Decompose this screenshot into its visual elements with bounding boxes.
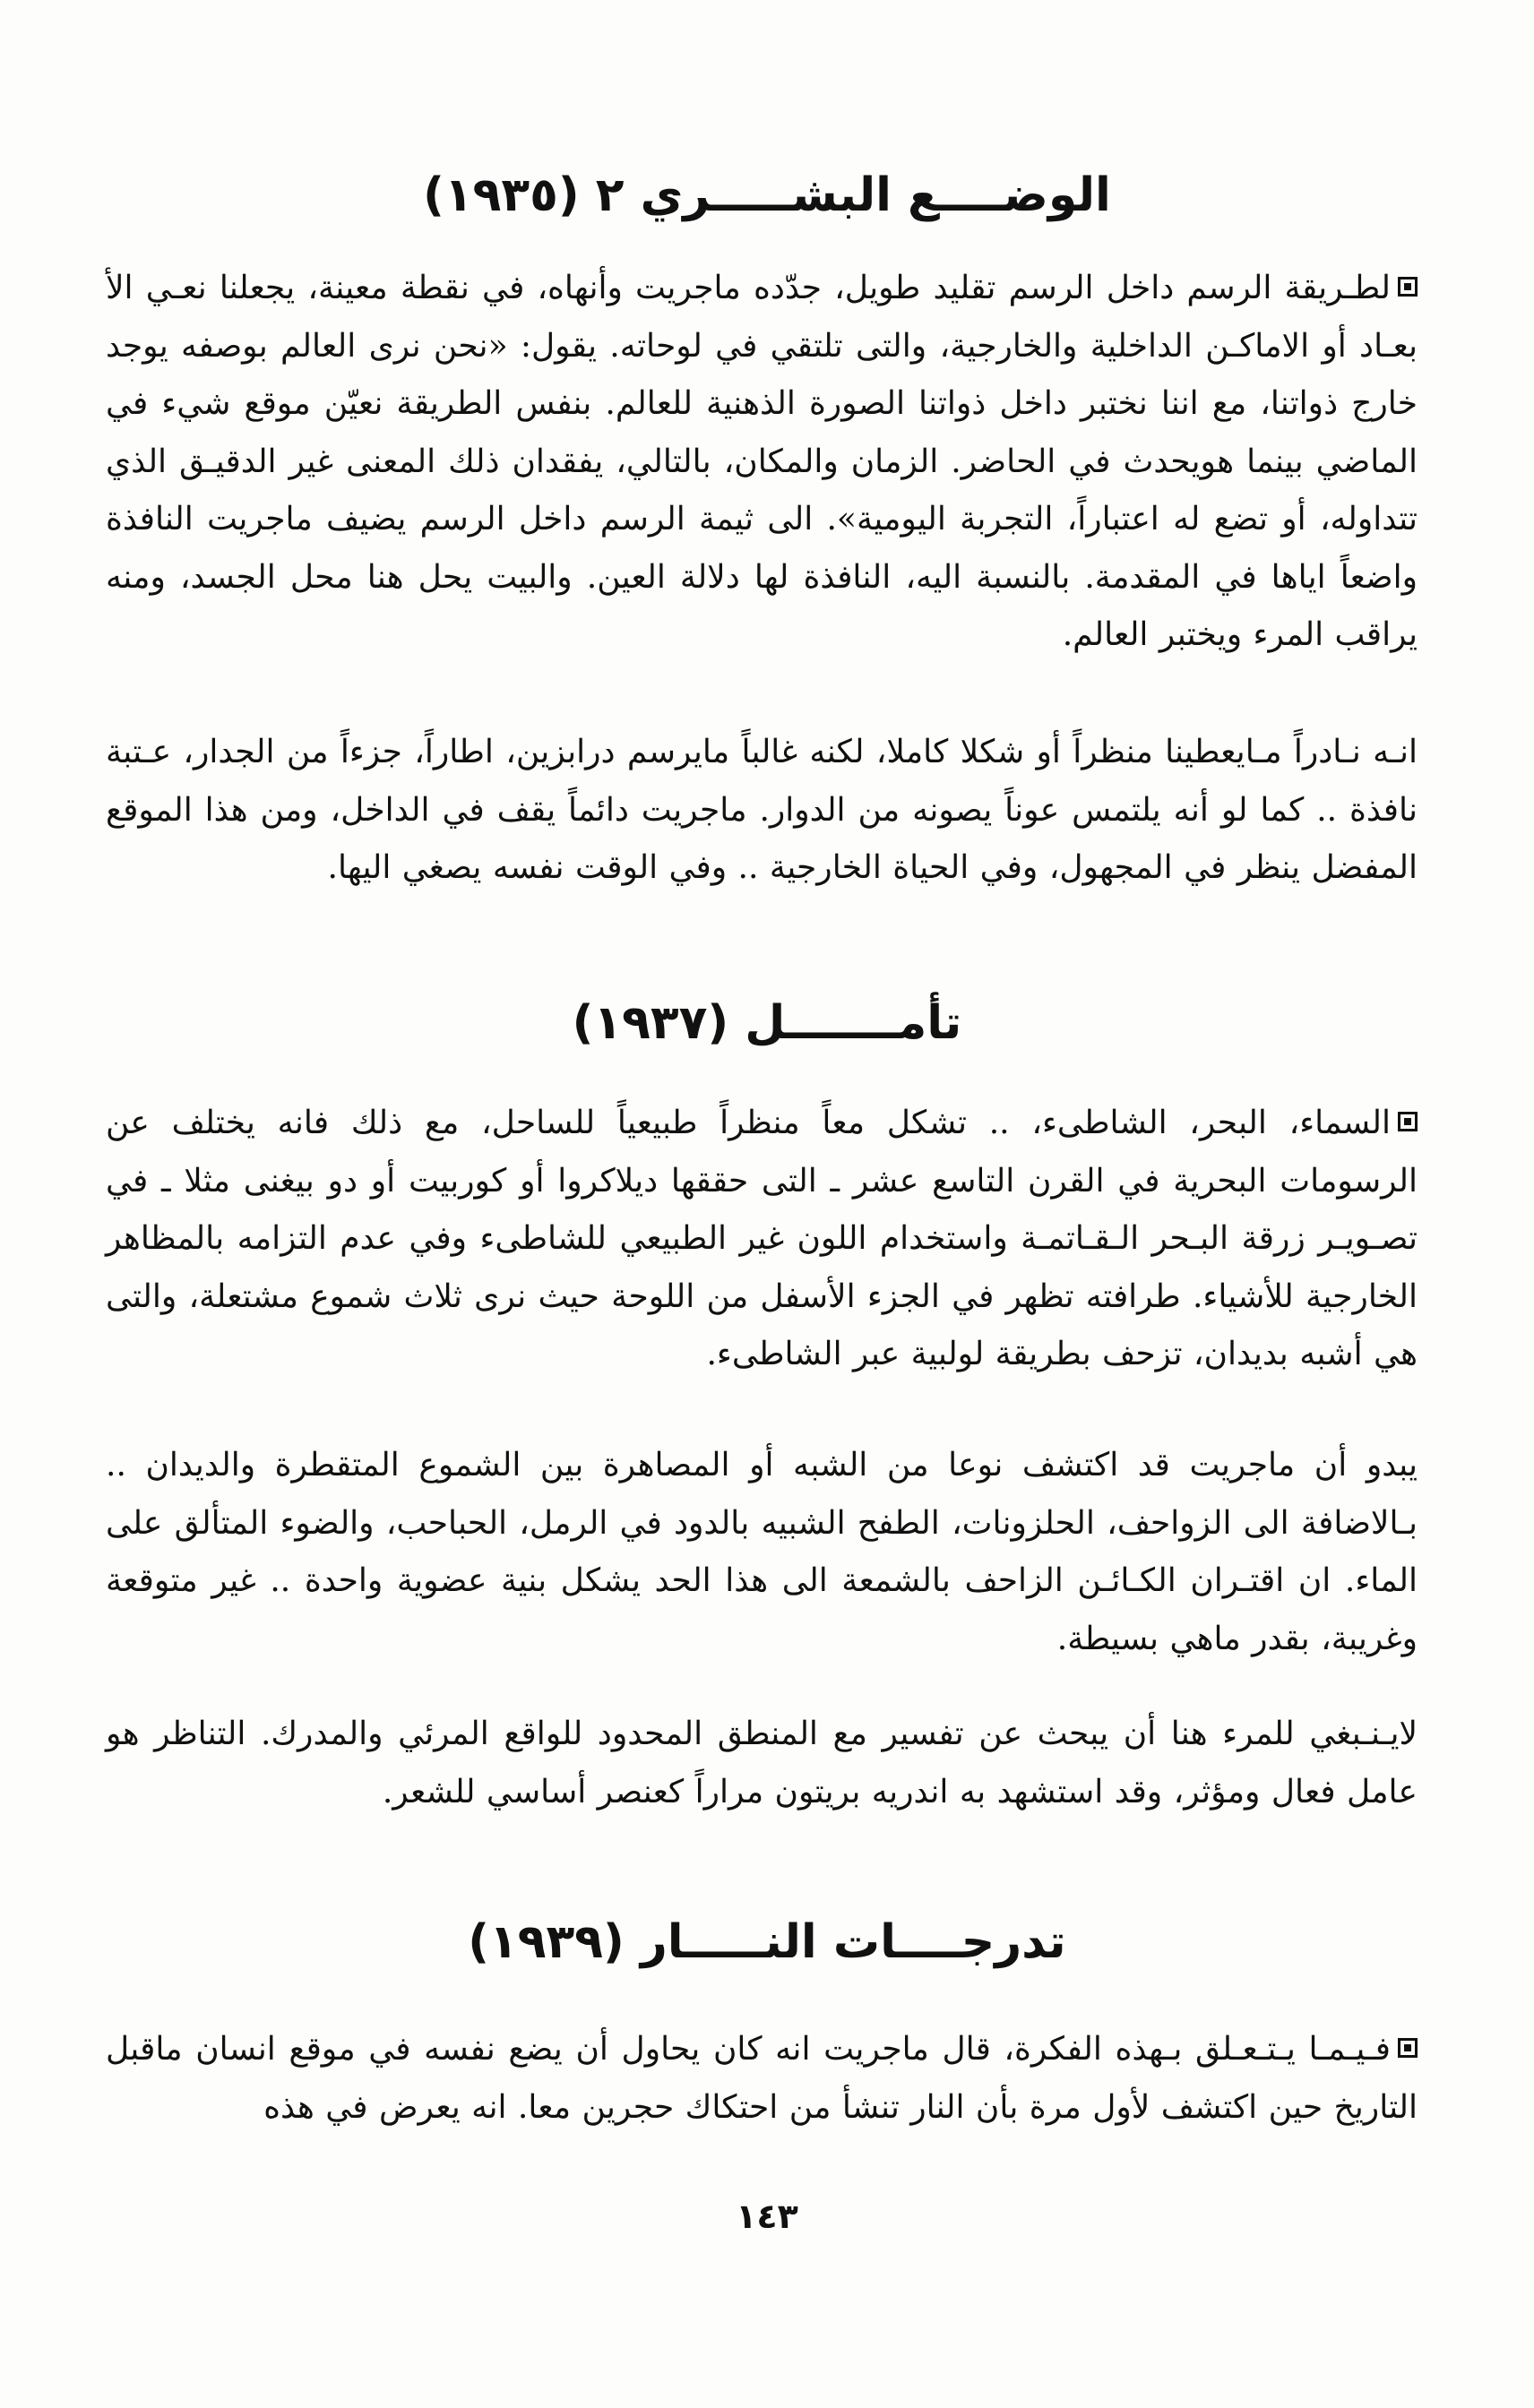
section-title-meditation: تأمـــــــل (١٩٣٧) (572, 996, 962, 1050)
section-1-paragraph-1-block (106, 260, 1418, 665)
page-number: ١٤٣ (736, 2197, 798, 2236)
section-title-fire-gradations: تدرجــــات النـــــار (١٩٣٩) (468, 1915, 1066, 1969)
paragraph-text: لطـريقة الرسم داخل الرسم تقليد طويل، جدّده ماجريت وأنهاه، في نقطة معينة، يجعلنا نعـي الأ بعـاد أو الاماكـن الداخلية والخارجية، والتى تلتقي في لوحاته. يقول: «نحن نرى العالم بوصفه يوجد خارج ذواتنا، مع اننا نختبر داخل ذواتنا الصورة الذهنية للعالم. بنفس الطريقة نعيّن موقع شيء في الماضي بينما هويحدث في الحاضر. الزمان والمكان، بالتالي، يفقدان ذلك المعنى غير الدقيـق الذي تتداوله، أو تضع له اعتباراً، التجربة اليومية». الى ثيمة الرسم داخل الرسم يضيف ماجريت النافذة واضعاً اياها في المقدمة. بالنسبة اليه، النافذة لها دلالة العين. والبيت يحل هنا محل الجسد، ومنه يراقب المرء ويختبر العالم. (106, 270, 1418, 653)
square-bullet-icon (1398, 277, 1418, 297)
section-1-paragraph-2-block (106, 724, 1418, 898)
section-3-paragraph-1-block (106, 2021, 1418, 2137)
paragraph: لايـنـبغي للمرء هنا أن يبحث عن تفسير مع المنطق المحدود للواقع المرئي والمدرك. التناظر هو عامل فعال ومؤثر، وقد استشهد به اندريه بريتون مراراً كعنصر أساسي للشعر. (106, 1716, 1418, 1810)
paragraph (106, 1095, 1418, 1384)
paragraph: انـه نـادراً مـايعطينا منظراً أو شكلا كاملا، لكنه غالباً مايرسم درابزين، اطاراً، جزءاً من الجدار، عـتبة نافذة .. كما لو أنه يلتمس عوناً يصونه من الدوار. ماجريت دائماً يقف في الداخل، ومن هذا الموقع المفضل ينظر في المجهول، وفي الحياة الخارجية .. وفي الوقت نفسه يصغي اليها. (106, 734, 1418, 886)
section-2-paragraph-3-block (106, 1706, 1418, 1821)
paragraph: يبدو أن ماجريت قد اكتشف نوعا من الشبه أو المصاهرة بين الشموع المتقطرة والديدان .. بـالاضافة الى الزواحف، الحلزونات، الطفح الشبيه بالدود في الرمل، الحباحب، والضوء المتألق على الماء. ان اقتـران الكـائـن الزاحف بالشمعة الى هذا الحد يشكل بنية عضوية واحدة .. غير متوقعة وغريبة، بقدر ماهي بسيطة. (106, 1447, 1418, 1657)
paragraph-text: السماء، البحر، الشاطىء، .. تشكل معاً منظراً طبيعياً للساحل، مع ذلك فانه يختلف عن الرسومات البحرية في القرن التاسع عشر ـ التى حققها ديلاكروا أو كوربيت أو دو بيغنى مثلا ـ في تصـويـر زرقة البـحر الـقـاتمـة واستخدام اللون غير الطبيعي للشاطىء وفي عدم التزامه بالمظاهر الخارجية للأشياء. طرافته تظهر في الجزء الأسفل من اللوحة حيث نرى ثلاث شموع مشتعلة، والتى هي أشبه بديدان، تزحف بطريقة لولبية عبر الشاطىء. (106, 1105, 1418, 1372)
section-2-paragraph-2-block (106, 1437, 1418, 1668)
paragraph (106, 260, 1418, 665)
paragraph-text: فـيـمـا يـتـعـلق بـهذه الفكرة، قال ماجريت انه كان يحاول أن يضع نفسه في موقع انسان ماقبل التاريخ حين اكتشف لأول مرة بأن النار تنشأ من احتكاك حجرين معا. انه يعرض في هذه (106, 2031, 1418, 2126)
section-title-human-condition: الوضــــع البشـــــري ٢ (١٩٣٥) (423, 168, 1111, 222)
square-bullet-icon (1398, 1112, 1418, 1131)
paragraph (106, 2021, 1418, 2137)
section-2-paragraph-1-block (106, 1095, 1418, 1384)
square-bullet-icon (1398, 2038, 1418, 2058)
